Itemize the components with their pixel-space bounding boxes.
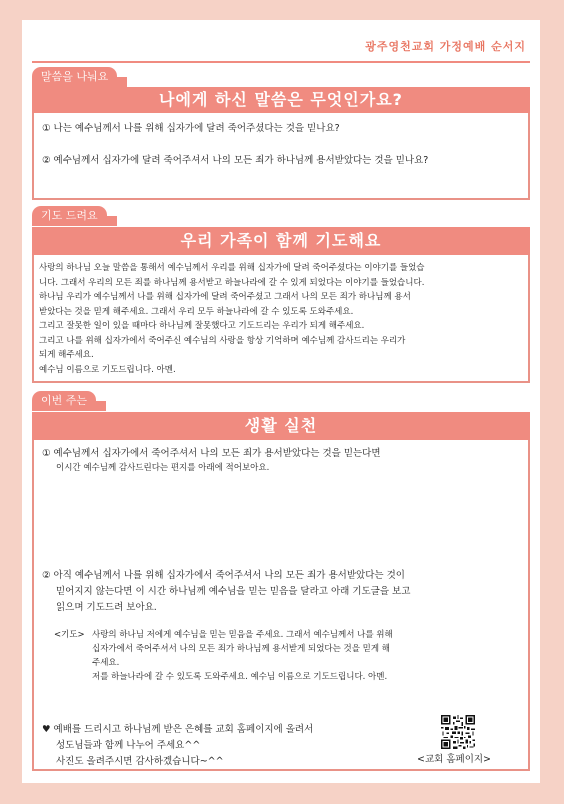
worship-sheet [22,20,540,783]
prayer-label: <기도> [54,630,85,640]
practice-2-line: ② 아직 예수님께서 나를 위해 십자가에서 죽어주셔서 나의 모든 죄가 용서받았다는 것이 [42,570,405,581]
qr-code-icon[interactable] [441,715,475,749]
prayer-line: 그리고 나를 위해 십자가에서 죽어주신 예수님의 사랑을 항상 기억하며 예수님께 감사드리는 우리가 [39,335,406,346]
practice-2-line: 읽으며 기도드려 보아요. [56,602,157,613]
section3-tag [32,391,96,411]
section1-tag-label: 말씀을 나눠요 [41,70,109,83]
prayer-text-line: 저를 하늘나라에 갈 수 있도록 도와주세요. 예수님 이름으로 기도드립니다. 아멘. [92,672,388,682]
prayer-text-line: 주세요. [92,658,120,668]
footer-note-line: 성도님들과 함께 나누어 주세요^^ [56,740,201,751]
prayer-line: 사랑의 하나님 오늘 말씀을 통해서 예수님께서 우리를 위해 십자가에 달려 죽어주셨다는 이야기를 들었습 [39,263,425,273]
section1-tag [32,67,117,87]
homepage-label: <교회 홈페이지> [417,754,492,765]
section2-tag-label: 기도 드려요 [41,209,98,222]
section3-box [32,440,530,771]
prayer-line: 하나님 우리가 예수님께서 나를 위해 십자가에 달려 죽어주셨고 그래서 나의 모든 죄가 하나님께 용서 [39,292,411,302]
practice-2-line: 믿어지지 않는다면 이 시간 하나님께 예수님을 믿는 믿음을 달라고 아래 기도글을 보고 [56,586,411,597]
prayer-line: 되게 해주세요. [39,350,94,360]
footer-note-line: 사진도 올려주시면 감사하겠습니다~^^ [56,756,224,767]
prayer-line: 그리고 잘못한 일이 있을 때마다 하나님께 잘못했다고 기도드리는 우리가 되게 해주세요. [39,321,365,331]
prayer-text-line: 사랑의 하나님 저에게 예수님을 믿는 믿음을 주세요. 그래서 예수님께서 나를 위해 [92,630,393,640]
prayer-text-line: 십자가에서 죽어주셔서 나의 모든 죄가 하나님께 용서받게 되었다는 것을 믿게 해 [92,644,390,654]
question-1: ① 나는 예수님께서 나를 위해 십자가에 달려 죽어주셨다는 것을 믿나요? [42,123,340,134]
section3-title: 생활 실천 [32,412,530,440]
question-2: ② 예수님께서 십자가에 달려 죽어주셔서 나의 모든 죄가 하나님께 용서받았다는 것을 믿나요? [42,155,429,166]
section1-title: 나에게 하신 말씀은 무엇인가요? [32,87,530,113]
section3-tag-label: 이번 주는 [41,394,88,407]
section2-tag [32,206,107,226]
church-title: 광주영천교회 가정예배 순서지 [365,40,526,53]
section2-box [32,255,530,383]
section1-box [32,113,530,200]
prayer-line: 예수님 이름으로 기도드립니다. 아멘. [39,364,176,375]
prayer-line: 받았다는 것을 믿게 해주세요. 그래서 우리 모두 하늘나라에 갈 수 있도록 도와주세요. [39,306,354,317]
prayer-line: 니다. 그래서 우리의 모든 죄를 하나님께 용서받고 하늘나라에 갈 수 있게 되었다는 이야기를 들었습니다. [39,277,425,288]
section2-title: 우리 가족이 함께 기도해요 [32,227,530,255]
top-divider [32,61,530,63]
practice-1: ① 예수님께서 십자가에서 죽어주셔서 나의 모든 죄가 용서받았다는 것을 믿는다면 [42,448,381,459]
footer-note-line: ♥ 예배를 드리시고 하나님께 받은 은혜를 교회 홈페이지에 올려서 [42,724,314,735]
practice-1-sub: 이시간 예수님께 감사드린다는 편지를 아래에 적어보아요. [56,463,270,473]
